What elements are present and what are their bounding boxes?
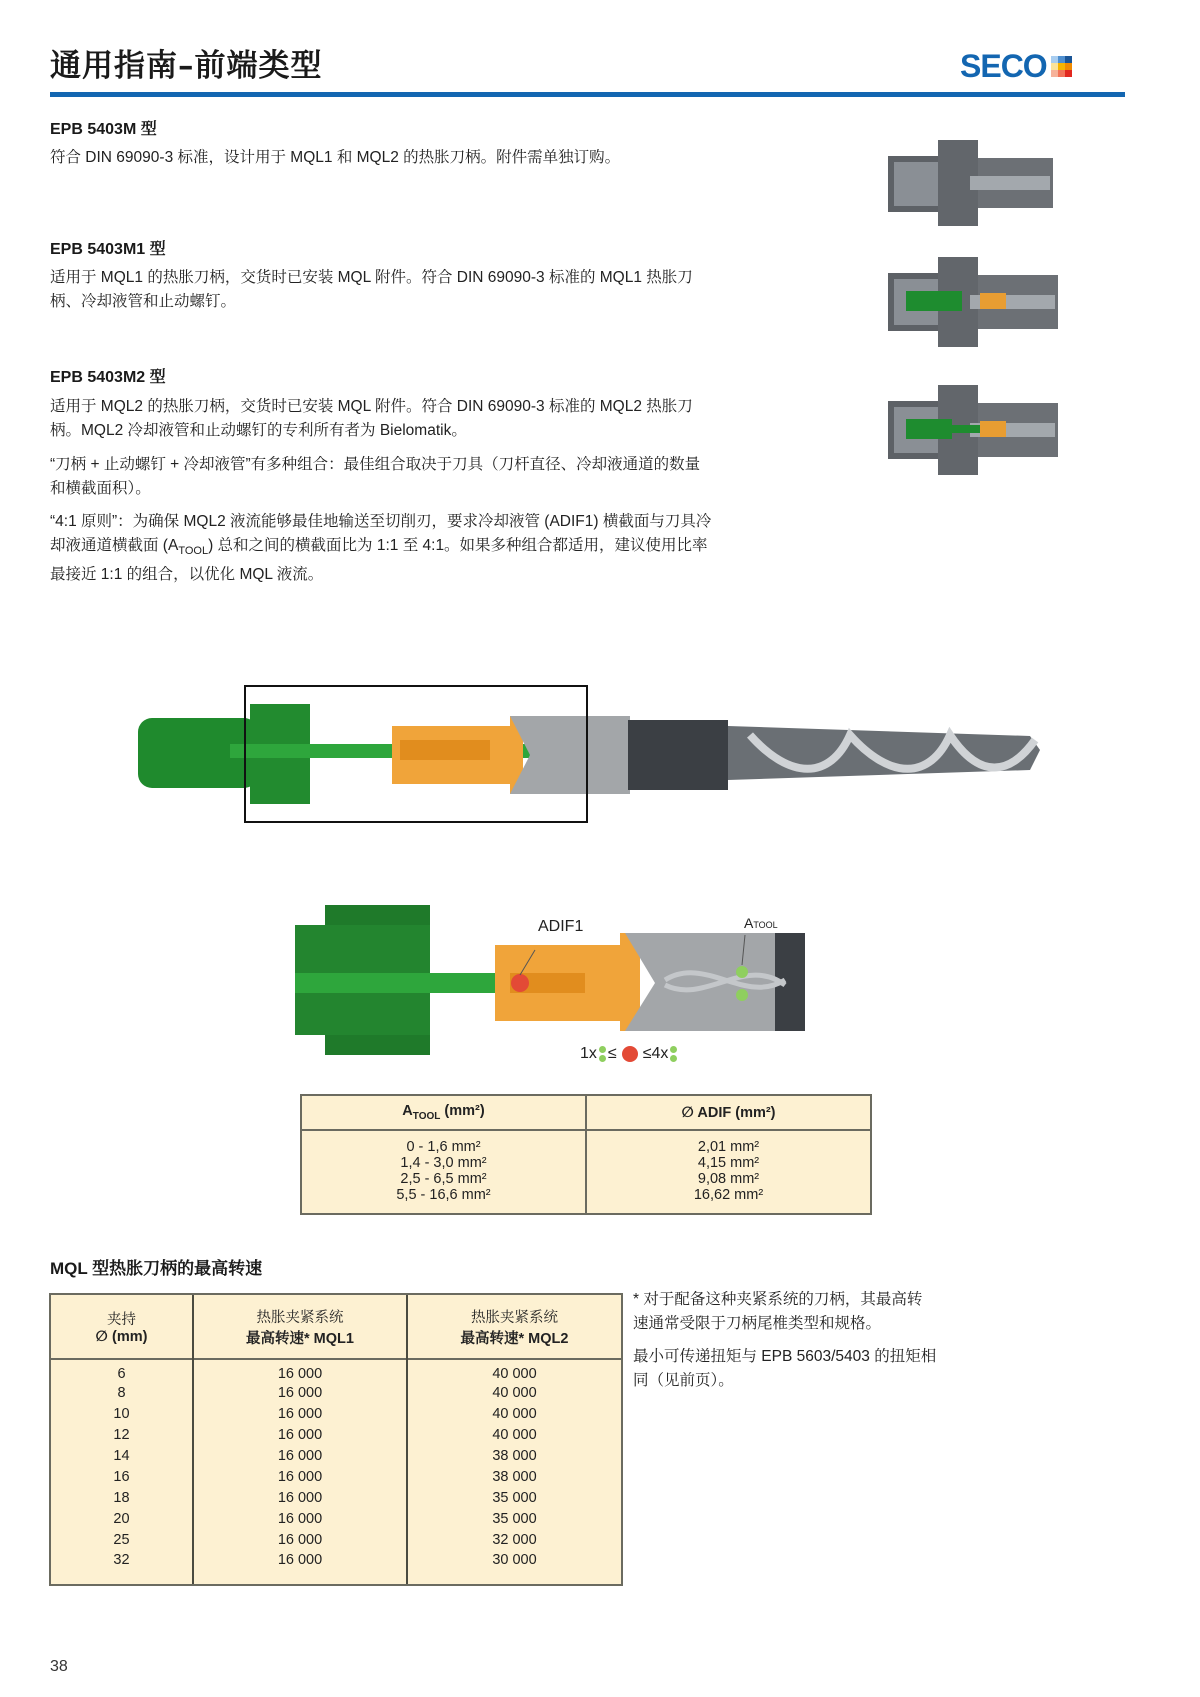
cell: 20 — [51, 1508, 193, 1529]
header-line: ∅ (mm) — [95, 1329, 148, 1345]
header-adif: ∅ ADIF (mm²) — [681, 1104, 776, 1121]
detail-cross-section-diagram — [295, 895, 875, 1065]
two-channel-icon — [599, 1046, 606, 1062]
header-line: 热胀夹紧系统 — [256, 1309, 344, 1326]
footnote-max-speed — [633, 1288, 922, 1336]
speed-table — [49, 1293, 623, 1586]
ratio-right: ≤4x — [642, 1045, 669, 1062]
header-atool — [302, 1096, 586, 1130]
holder-image-5403m2 — [880, 385, 1060, 475]
cell: 40 000 — [492, 1384, 537, 1401]
cell: 4,15 mm² — [697, 1155, 760, 1171]
adif1-label: ADIF1 — [538, 918, 584, 935]
ratio-left: 1x — [580, 1045, 597, 1062]
adif-table — [300, 1094, 872, 1215]
cell: 2,5 - 6,5 mm² — [302, 1171, 586, 1187]
header-rule — [50, 92, 1125, 97]
text-line: 适用于 MQL1 的热胀刀柄，交货时已安装 MQL 附件。符合 DIN 69090-3 标准的 MQL1 热胀刀 — [50, 269, 693, 286]
cell: 16 000 — [193, 1403, 407, 1424]
text-line: 适用于 MQL2 的热胀刀柄，交货时已安装 MQL 附件。符合 DIN 69090-3 标准的 MQL2 热胀刀 — [50, 398, 693, 415]
header-line: 最高转速* MQL2 — [460, 1330, 569, 1347]
text-line: 最接近 1:1 的组合，以优化 MQL 液流。 — [50, 566, 324, 584]
text-fragment: 却液通道横截面 (A — [50, 537, 179, 554]
cell: 40 000 — [492, 1366, 537, 1382]
seco-logo — [960, 48, 1072, 85]
text-line: * 对于配备这种夹紧系统的刀柄，其最高转 — [633, 1291, 923, 1308]
cell: 35 000 — [492, 1510, 537, 1527]
table-row — [51, 1508, 621, 1529]
ratio-le: ≤ — [607, 1045, 617, 1062]
table-row — [51, 1403, 621, 1424]
section-text-5403m1 — [50, 266, 693, 314]
label-sub: TOOL — [753, 920, 778, 930]
speed-section-title: MQL 型热胀刀柄的最高转速 — [50, 1259, 263, 1278]
cell: 0 - 1,6 mm² — [302, 1130, 586, 1155]
cell: 1,4 - 3,0 mm² — [302, 1155, 586, 1171]
cell: 16 — [51, 1466, 193, 1487]
text-line: 速通常受限于刀柄尾椎类型和规格。 — [633, 1315, 882, 1332]
holder-image-5403m — [880, 138, 1060, 228]
cell: 38 000 — [492, 1447, 537, 1464]
text-line: 同（见前页）。 — [633, 1372, 734, 1389]
text-line: “4:1 原则”：为确保 MQL2 液流能够最佳地输送至切削刃，要求冷却液管 (ADIF1) 横截面与刀具冷 — [50, 513, 712, 530]
section-heading-5403m1: EPB 5403M1 型 — [50, 241, 166, 258]
cell: 40 000 — [492, 1405, 537, 1422]
cell: 12 — [51, 1424, 193, 1445]
cell: 9,08 mm² — [697, 1171, 760, 1187]
table-row — [51, 1445, 621, 1466]
cell: 5,5 - 16,6 mm² — [302, 1187, 586, 1213]
cell: 16,62 mm² — [693, 1187, 764, 1203]
ratio-formula — [580, 1045, 677, 1063]
cell: 16 000 — [193, 1382, 407, 1403]
cell: 16 000 — [193, 1487, 407, 1508]
logo-color-grid-icon — [1051, 56, 1072, 77]
text-line: 柄、冷却液管和止动螺钉。 — [50, 293, 237, 310]
table-row — [51, 1529, 621, 1550]
header-main: A — [402, 1103, 413, 1120]
text-line: 和横截面积）。 — [50, 480, 151, 497]
combination-text — [50, 453, 700, 501]
text-line: 最小可传递扭矩与 EPB 5603/5403 的扭矩相 — [633, 1348, 937, 1365]
note-torque — [633, 1345, 936, 1393]
table-row — [51, 1359, 621, 1382]
page-number: 38 — [50, 1658, 68, 1675]
label-main: A — [744, 915, 754, 931]
cell: 16 000 — [193, 1359, 407, 1382]
table-row — [51, 1382, 621, 1403]
section-heading-5403m2: EPB 5403M2 型 — [50, 369, 166, 386]
cell: 16 000 — [193, 1508, 407, 1529]
cell: 35 000 — [492, 1489, 537, 1506]
header-line: 最高转速* MQL1 — [246, 1330, 354, 1347]
cell: 18 — [51, 1487, 193, 1508]
speed-table-body — [51, 1359, 621, 1584]
header-clamp-diameter — [51, 1295, 193, 1359]
section-heading-5403m: EPB 5403M 型 — [50, 121, 157, 138]
text-line: 柄。MQL2 冷却液管和止动螺钉的专利所有者为 Bielomatik。 — [50, 422, 467, 439]
two-channel-icon — [670, 1046, 677, 1062]
header-mql1 — [193, 1295, 407, 1359]
holder-image-5403m1 — [880, 255, 1060, 350]
logo-text: SECO — [960, 48, 1047, 84]
header-line: 热胀夹紧系统 — [471, 1309, 558, 1326]
drill-assembly-diagram — [130, 680, 1050, 830]
cell: 16 000 — [193, 1529, 407, 1550]
table-row — [51, 1424, 621, 1445]
section-text-5403m: 符合 DIN 69090-3 标准，设计用于 MQL1 和 MQL2 的热胀刀柄。附件需单独订购。 — [50, 149, 621, 166]
cell: 32 000 — [492, 1531, 537, 1548]
cell: 16 000 — [193, 1445, 407, 1466]
cell: 16 000 — [193, 1550, 407, 1584]
page-title: 通用指南–前端类型 — [50, 48, 323, 84]
header-mql2 — [407, 1295, 621, 1359]
cell: 2,01 mm² — [697, 1139, 760, 1155]
cell: 30 000 — [492, 1552, 537, 1568]
adif-circle-icon — [622, 1046, 638, 1062]
cell: 38 000 — [492, 1468, 537, 1485]
table-row — [51, 1550, 621, 1584]
cell: 40 000 — [492, 1426, 537, 1443]
cell: 25 — [51, 1529, 193, 1550]
header-unit: (mm²) — [440, 1103, 485, 1120]
subscript: TOOL — [178, 545, 209, 558]
table-row — [51, 1487, 621, 1508]
atool-label — [744, 915, 778, 931]
cell: 32 — [51, 1550, 193, 1584]
cell: 16 000 — [193, 1424, 407, 1445]
text-fragment: ) 总和之间的横截面比为 1:1 至 4:1。如果多种组合都适用，建议使用比率 — [208, 537, 708, 554]
text-line — [50, 534, 711, 563]
rule-4-1-text — [50, 510, 711, 587]
text-line: “刀柄 + 止动螺钉 + 冷却液管”有多种组合：最佳组合取决于刀具（刀杆直径、冷却液通道的数量 — [50, 456, 701, 473]
table-row — [51, 1466, 621, 1487]
cell: 6 — [51, 1359, 193, 1382]
cell: 8 — [51, 1382, 193, 1403]
cell: 14 — [51, 1445, 193, 1466]
section-text-5403m2 — [50, 395, 693, 443]
cell: 10 — [51, 1403, 193, 1424]
header-sub: TOOL — [412, 1110, 441, 1122]
header-line: 夹持 — [107, 1312, 136, 1328]
cell: 16 000 — [193, 1466, 407, 1487]
